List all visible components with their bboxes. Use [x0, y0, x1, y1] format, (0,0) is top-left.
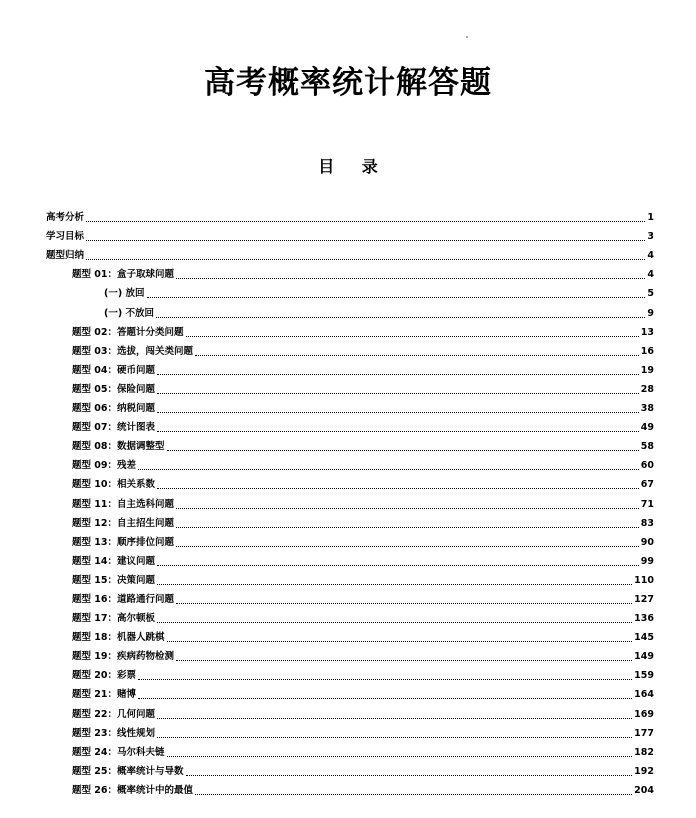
toc-entry-label: 题型 01：盒子取球问题: [72, 269, 175, 281]
toc-entry-label: 题型 20：彩票: [72, 670, 137, 682]
toc-entry-page-number: 4: [647, 269, 654, 281]
toc-dot-leader: [157, 374, 639, 375]
toc-dot-leader: [147, 297, 646, 298]
toc-dot-leader: [86, 240, 645, 241]
toc-entry-label: 题型 12：自主招生问题: [72, 517, 175, 529]
toc-dot-leader: [157, 412, 639, 413]
toc-entry[interactable]: [46, 549, 654, 568]
toc-entry-page-number: 19: [640, 364, 654, 376]
toc-entry-label: 题型 22：几何问题: [72, 708, 156, 720]
toc-entry[interactable]: [46, 759, 654, 778]
toc-heading: 目 录: [318, 157, 378, 176]
toc-entry-label: 题型 11：自主选科问题: [72, 498, 175, 510]
toc-dot-leader: [195, 355, 639, 356]
toc-entry-page-number: 204: [634, 784, 654, 796]
toc-entry[interactable]: [46, 434, 654, 453]
toc-dot-leader: [157, 431, 639, 432]
toc-dot-leader: [157, 718, 632, 719]
toc-entry-page-number: 90: [640, 536, 654, 548]
toc-entry-page-number: 136: [634, 613, 654, 625]
toc-entry-label: 题型 13：顺序排位问题: [72, 536, 175, 548]
toc-entry-page-number: 192: [634, 765, 654, 777]
toc-entry-page-number: 182: [634, 746, 654, 758]
toc-entry-label: 题型 24：马尔科夫链: [72, 746, 165, 758]
toc-dot-leader: [176, 527, 639, 528]
toc-entry-label: 题型 03：选拔，闯关类问题: [72, 345, 194, 357]
toc-entry-label: 题型 21：赌博: [72, 689, 137, 701]
toc-entry-page-number: 60: [640, 460, 654, 472]
toc-entry[interactable]: [46, 663, 654, 682]
toc-entry-label: 题型 14：建议问题: [72, 555, 156, 567]
toc-entry-page-number: 164: [634, 689, 654, 701]
toc-dot-leader: [157, 737, 632, 738]
toc-entry[interactable]: [46, 453, 654, 472]
toc-entry-page-number: 99: [640, 555, 654, 567]
toc-entry[interactable]: [46, 606, 654, 625]
toc-entry[interactable]: [46, 281, 654, 300]
toc-entry-label: 题型 18：机器人跳棋: [72, 632, 165, 644]
toc-dot-leader: [176, 278, 645, 279]
toc-entry[interactable]: [46, 377, 654, 396]
toc-entry-label: 题型 02：答题计分类问题: [72, 326, 184, 338]
toc-entry-page-number: 83: [640, 517, 654, 529]
toc-entry-label: 题型 10：相关系数: [72, 479, 156, 491]
toc-entry-page-number: 1: [647, 212, 654, 224]
toc-entry[interactable]: [46, 358, 654, 377]
toc-entry-label: 题型 15：决策问题: [72, 574, 156, 586]
toc-entry[interactable]: [46, 262, 654, 281]
toc-dot-leader: [157, 584, 632, 585]
toc-dot-leader: [186, 775, 633, 776]
toc-dot-leader: [176, 508, 639, 509]
toc-entry-page-number: 13: [640, 326, 654, 338]
toc-entry-page-number: 67: [640, 479, 654, 491]
toc-entry-label: 题型 17：高尔顿板: [72, 613, 156, 625]
toc-dot-leader: [167, 641, 633, 642]
toc-entry-label: 题型 05：保险问题: [72, 383, 156, 395]
toc-entry-label: 题型 06：纳税问题: [72, 403, 156, 415]
toc-entry-label: 题型 04：硬币问题: [72, 364, 156, 376]
toc-entry[interactable]: [46, 530, 654, 549]
toc-dot-leader: [157, 565, 639, 566]
toc-entry-page-number: 4: [647, 250, 654, 262]
toc-entry[interactable]: [46, 320, 654, 339]
toc-entry-label: 题型 08：数据调整型: [72, 441, 165, 453]
toc-entry-page-number: 38: [640, 403, 654, 415]
toc-dot-leader: [86, 221, 645, 222]
toc-entry[interactable]: [46, 644, 654, 663]
toc-entry[interactable]: [46, 740, 654, 759]
toc-dot-leader: [157, 622, 632, 623]
toc-dot-leader: [195, 794, 632, 795]
document-title: 高考概率统计解答题: [204, 65, 492, 101]
toc-dot-leader: [167, 756, 633, 757]
toc-entry-page-number: 3: [647, 231, 654, 243]
toc-entry[interactable]: [46, 243, 654, 262]
toc-dot-leader: [186, 336, 639, 337]
toc-entry-page-number: 71: [640, 498, 654, 510]
toc-entry[interactable]: [46, 568, 654, 587]
toc-dot-leader: [138, 679, 632, 680]
table-of-contents: [46, 205, 654, 797]
toc-entry[interactable]: [46, 339, 654, 358]
toc-entry-page-number: 149: [634, 651, 654, 663]
toc-entry-page-number: 110: [634, 574, 654, 586]
toc-entry-page-number: 58: [640, 441, 654, 453]
toc-dot-leader: [86, 259, 645, 260]
toc-entry-label: 题型 19：疾病药物检测: [72, 651, 175, 663]
toc-dot-leader: [176, 603, 632, 604]
toc-entry-label: 题型 09：残差: [72, 460, 137, 472]
toc-entry-label: (一) 放回: [104, 288, 145, 300]
toc-entry[interactable]: [46, 472, 654, 491]
toc-entry[interactable]: [46, 778, 654, 797]
toc-entry[interactable]: [46, 625, 654, 644]
toc-entry-page-number: 5: [647, 288, 654, 300]
toc-entry[interactable]: [46, 205, 654, 224]
toc-entry-page-number: 159: [634, 670, 654, 682]
toc-entry-label: 题型 23：线性规划: [72, 727, 156, 739]
toc-dot-leader: [156, 317, 645, 318]
toc-dot-leader: [176, 546, 639, 547]
toc-entry-label: 题型 07：统计图表: [72, 422, 156, 434]
toc-entry[interactable]: [46, 491, 654, 510]
toc-entry-page-number: 177: [634, 727, 654, 739]
toc-entry-page-number: 28: [640, 383, 654, 395]
decorative-dot: [466, 36, 468, 38]
toc-dot-leader: [167, 450, 639, 451]
toc-entry-label: 题型 25：概率统计与导数: [72, 765, 184, 777]
toc-entry-label: 题型 16：道路通行问题: [72, 593, 175, 605]
toc-entry-page-number: 169: [634, 708, 654, 720]
toc-entry-page-number: 16: [640, 345, 654, 357]
toc-entry[interactable]: [46, 224, 654, 243]
toc-entry[interactable]: [46, 511, 654, 530]
toc-entry[interactable]: [46, 415, 654, 434]
toc-dot-leader: [176, 660, 632, 661]
toc-entry-label: 题型 26：概率统计中的最值: [72, 784, 194, 796]
toc-entry-page-number: 9: [647, 307, 654, 319]
toc-entry-label: 高考分析: [46, 212, 85, 224]
toc-dot-leader: [138, 698, 632, 699]
toc-entry[interactable]: [46, 300, 654, 319]
toc-entry-page-number: 127: [634, 593, 654, 605]
toc-entry-label: (一) 不放回: [104, 307, 154, 319]
toc-dot-leader: [157, 393, 639, 394]
toc-entry[interactable]: [46, 587, 654, 606]
toc-dot-leader: [138, 469, 639, 470]
toc-entry[interactable]: [46, 721, 654, 740]
toc-entry[interactable]: [46, 682, 654, 701]
toc-entry-page-number: 49: [640, 422, 654, 434]
toc-entry[interactable]: [46, 396, 654, 415]
toc-dot-leader: [157, 488, 639, 489]
toc-entry[interactable]: [46, 701, 654, 720]
toc-entry-page-number: 145: [634, 632, 654, 644]
toc-entry-label: 学习目标: [46, 231, 85, 243]
toc-entry-label: 题型归纳: [46, 250, 85, 262]
